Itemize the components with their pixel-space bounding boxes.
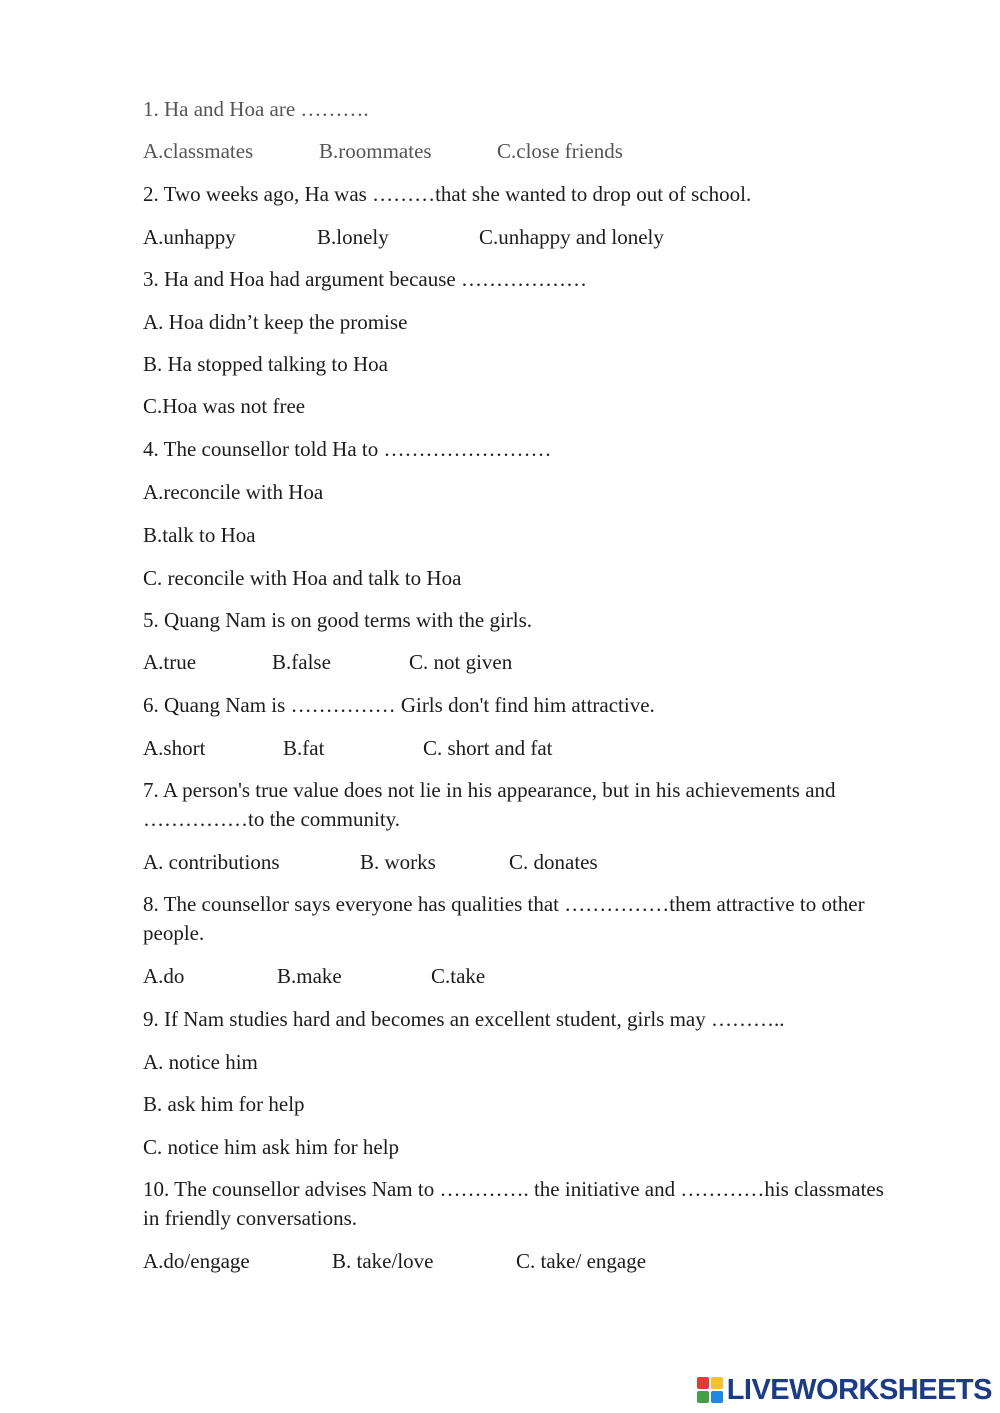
option[interactable]: C.take [431,964,486,988]
option[interactable]: B.fat [283,736,325,760]
option[interactable]: C.Hoa was not free [143,394,306,418]
question-1: 1. Ha and Hoa are ………. [143,97,369,121]
option[interactable]: B. works [360,850,436,874]
option[interactable]: A.classmates [143,139,254,163]
question-8: 8. The counsellor says everyone has qualities that ……………them attractive to other people. [143,892,865,945]
option[interactable]: C. take/ engage [516,1249,647,1273]
option[interactable]: B.make [277,964,342,988]
question-3: 3. Ha and Hoa had argument because ……………… [143,267,587,291]
option[interactable]: A.unhappy [143,225,236,249]
option[interactable]: C. not given [409,650,513,674]
question-7-options [143,848,903,877]
option[interactable]: C.unhappy and lonely [479,225,664,249]
question-5-options [143,648,903,677]
question-8-options [143,962,903,991]
option[interactable]: A.do [143,964,185,988]
option[interactable]: A.reconcile with Hoa [143,480,324,504]
question-2-options [143,223,903,252]
option[interactable]: B.lonely [317,225,389,249]
option[interactable]: B.roommates [319,139,432,163]
question-6-options [143,734,903,763]
logo-tile [697,1391,709,1403]
question-4: 4. The counsellor told Ha to …………………… [143,437,552,461]
option[interactable]: C.close friends [497,139,623,163]
option[interactable]: A.short [143,736,206,760]
question-2: 2. Two weeks ago, Ha was ………that she wanted to drop out of school. [143,182,752,206]
logo-tile [697,1377,709,1389]
liveworksheets-logo-icon [697,1377,723,1403]
option[interactable]: C. notice him ask him for help [143,1135,400,1159]
option[interactable]: B. ask him for help [143,1092,305,1116]
option[interactable]: C. short and fat [423,736,553,760]
option[interactable]: A. Hoa didn’t keep the promise [143,310,408,334]
brand-text: LIVEWORKSHEETS [726,1373,992,1406]
question-5: 5. Quang Nam is on good terms with the girls. [143,608,533,632]
option[interactable]: C. donates [509,850,598,874]
question-10: 10. The counsellor advises Nam to …………. the initiative and …………his classmates in friendly conversations. [143,1177,884,1230]
question-9: 9. If Nam studies hard and becomes an excellent student, girls may ……….. [143,1007,785,1031]
option[interactable]: A. contributions [143,850,280,874]
question-10-options [143,1247,903,1276]
option[interactable]: A. notice him [143,1050,258,1074]
option[interactable]: B. Ha stopped talking to Hoa [143,352,388,376]
option[interactable]: A.true [143,650,197,674]
logo-tile [711,1391,723,1403]
option[interactable]: B.false [272,650,331,674]
question-7: 7. A person's true value does not lie in his appearance, but in his achievements and ……………to the community. [143,778,836,831]
question-1-options [143,137,903,166]
question-6: 6. Quang Nam is …………… Girls don't find him attractive. [143,693,655,717]
option[interactable]: A.do/engage [143,1249,250,1273]
liveworksheets-brand[interactable] [697,1373,992,1407]
option[interactable]: B. take/love [332,1249,434,1273]
option[interactable]: B.talk to Hoa [143,523,256,547]
logo-tile [711,1377,723,1389]
option[interactable]: C. reconcile with Hoa and talk to Hoa [143,566,462,590]
